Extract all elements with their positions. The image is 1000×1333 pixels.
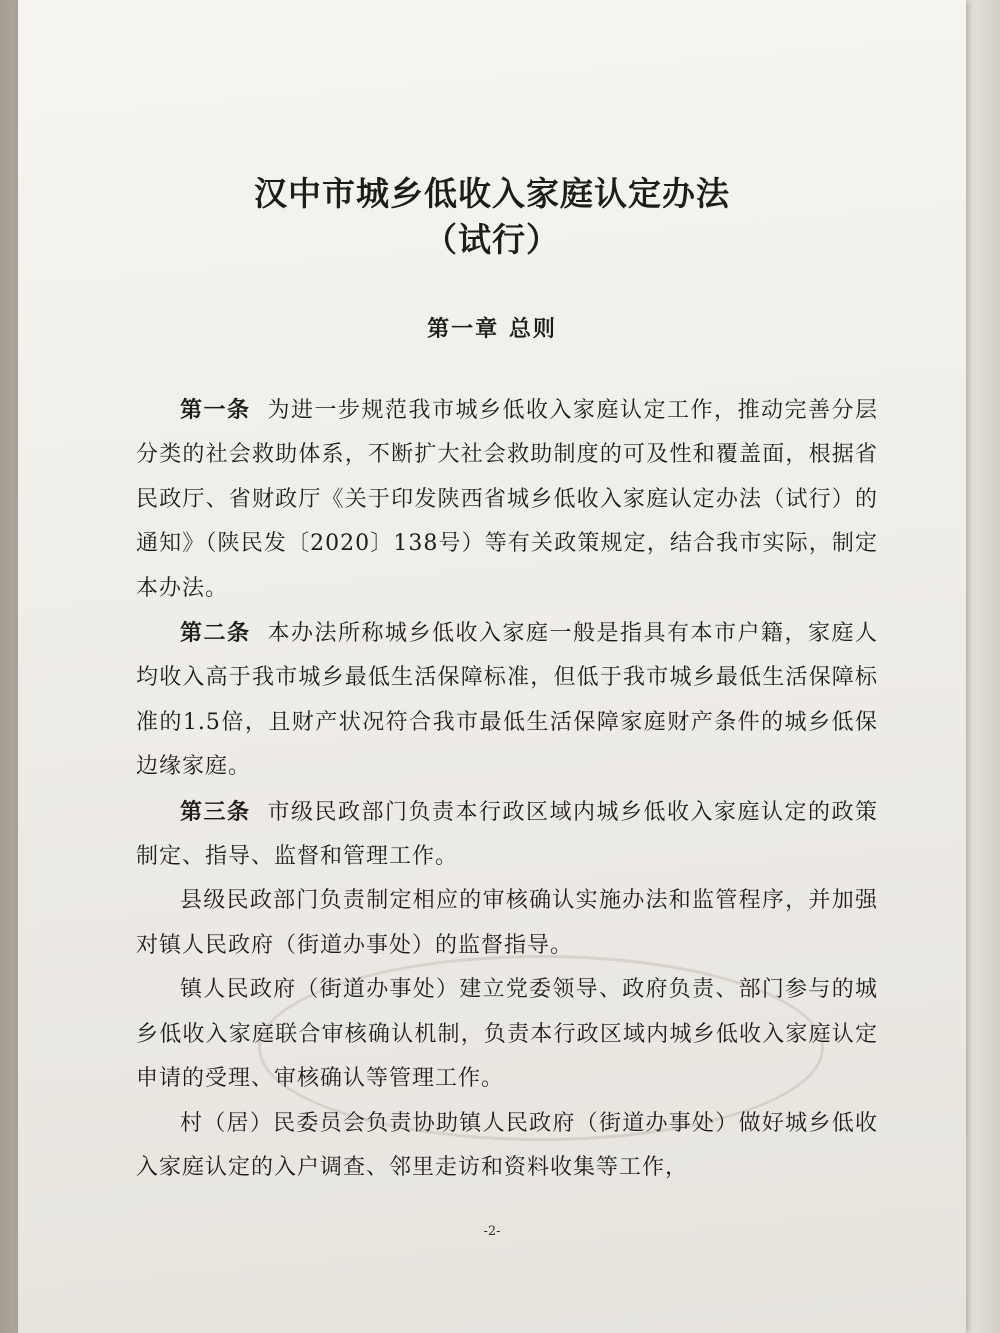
paragraph-article-3 [136, 790, 878, 880]
document-subtitle: （试行） [424, 220, 560, 259]
paragraph-text: 本办法所称城乡低收入家庭一般是指具有本市户籍，家庭人均收入高于我市城乡最低生活保障标准，但低于我市城乡最低生活保障标准的1.5倍，且财产状况符合我市最低生活保障家庭财产条件的城乡低保边缘家庭。 [136, 621, 878, 780]
document-page [18, 0, 966, 1333]
paragraph-town-duties [136, 968, 878, 1101]
document-title: 汉中市城乡低收入家庭认定办法 [254, 174, 730, 213]
article-label: 第二条 [180, 620, 251, 647]
chapter-heading: 第一章 总则 [427, 316, 557, 342]
page-number: -2- [483, 1224, 501, 1239]
document-body [136, 388, 878, 1190]
paragraph-county-duties [136, 879, 878, 968]
paragraph-text: 县级民政部门负责制定相应的审核确认实施办法和监管程序，并加强对镇人民政府（街道办事处）的监督指导。 [136, 888, 878, 958]
paragraph-article-2 [136, 611, 878, 790]
paragraph-article-1 [136, 388, 878, 611]
paragraph-village-duties [136, 1102, 878, 1191]
paragraph-text: 镇人民政府（街道办事处）建立党委领导、政府负责、部门参与的城乡低收入家庭联合审核确认机制，负责本行政区域内城乡低收入家庭认定申请的受理、审核确认等管理工作。 [136, 977, 878, 1092]
paragraph-text: 为进一步规范我市城乡低收入家庭认定工作，推动完善分层分类的社会救助体系，不断扩大社会救助制度的可及性和覆盖面，根据省民政厅、省财政厅《关于印发陕西省城乡低收入家庭认定办法（试行）的通知》（陕民发〔2020〕138号）等有关政策规定，结合我市实际，制定本办法。 [136, 398, 878, 601]
article-label: 第一条 [180, 397, 251, 423]
paragraph-text: 市级民政部门负责本行政区域内城乡低收入家庭认定的政策制定、指导、监督和管理工作。 [136, 799, 878, 870]
paragraph-text: 村（居）民委员会负责协助镇人民政府（街道办事处）做好城乡低收入家庭认定的入户调查、邻里走访和资料收集等工作， [136, 1110, 878, 1180]
article-label: 第三条 [180, 798, 251, 825]
